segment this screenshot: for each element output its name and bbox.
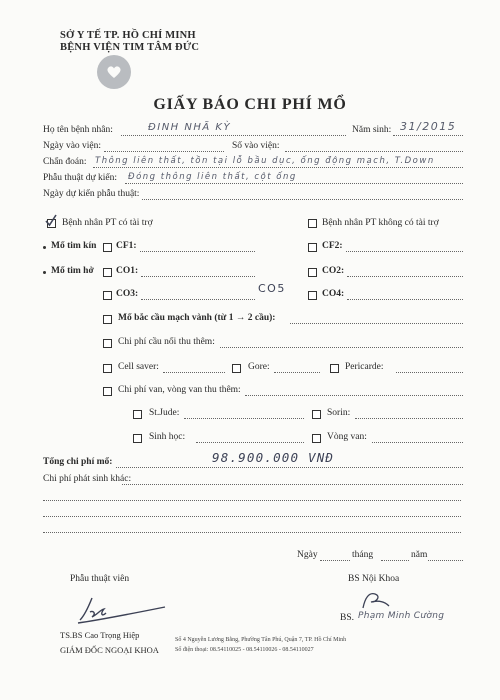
sorin-line [355,418,463,419]
closed-heart-label: Mổ tim kín [51,241,97,251]
cf1-line [140,251,255,252]
total-cost-label: Tổng chi phí mổ: [43,457,113,467]
cardiologist-name: Phạm Minh Cường [358,611,445,621]
planned-surgery-label: Phẫu thuật dự kiến: [43,173,118,183]
planned-surgery-value: Đóng thông liên thất, cột ống [128,172,297,182]
hospital-phone: Số điện thoại: 08.54110025 - 08.54110026 - 08.54110027 [175,647,314,653]
co1-line [141,276,255,277]
not-sponsored-label: Bệnh nhân PT không có tài trợ [322,218,439,228]
other-costs-line [122,484,463,485]
co1-checkbox[interactable] [103,268,112,277]
co4-label: CO4: [322,289,345,299]
cf2-label: CF2: [322,241,343,251]
cell-saver-line [163,372,225,373]
sorin-label: Sorin: [327,408,351,418]
date-month-line [381,560,409,561]
st-jude-checkbox[interactable] [133,410,142,419]
surgeon-position: GIÁM ĐỐC NGOẠI KHOA [60,645,159,655]
total-cost-line [116,467,463,468]
not-sponsored-checkbox[interactable] [308,219,317,228]
blank-line [43,516,461,517]
selected-code-handwritten: CO5 [258,282,286,295]
planned-surgery-line [125,183,463,184]
cabg-label: Mổ bắc cầu mạch vành (từ 1 → 2 cầu): [118,313,276,323]
open-heart-label: Mổ tim hở [51,266,94,276]
form-title: GIẤY BÁO CHI PHÍ MỔ [153,96,347,113]
bullet-icon [43,271,46,274]
pericarde-checkbox[interactable] [330,364,339,373]
admission-date-line [104,151,224,152]
date-year-line [428,560,463,561]
patient-name-line [121,135,346,136]
blank-line [43,532,461,533]
hospital-heart-logo [97,55,131,89]
planned-date-line [142,199,463,200]
co4-line [347,299,463,300]
bio-valve-checkbox[interactable] [133,434,142,443]
cf1-checkbox[interactable] [103,243,112,252]
date-day-line [320,560,350,561]
co2-label: CO2: [322,266,345,276]
bio-valve-line [196,442,304,443]
gore-checkbox[interactable] [232,364,241,373]
birth-year-value: 31/2015 [400,120,457,133]
gore-label: Gore: [248,362,270,372]
diagnosis-label: Chẩn đoán: [43,157,87,167]
bio-valve-label: Sinh học: [149,432,186,442]
cf2-line [346,251,463,252]
surgeon-signature [70,590,170,625]
co1-label: CO1: [116,266,139,276]
st-jude-line [184,418,304,419]
patient-name-label: Họ tên bệnh nhân: [43,125,113,135]
graft-cost-checkbox[interactable] [103,339,112,348]
hospital-address: Số 4 Nguyễn Lương Bằng, Phường Tân Phú, Quận 7, TP. Hồ Chí Minh [175,637,347,643]
co3-checkbox[interactable] [103,291,112,300]
diagnosis-value: Thông liên thất, tồn tại lỗ bầu dục, ống động mạch, T.Down [95,156,435,166]
total-cost-value: 98.900.000 VNĐ [212,450,335,465]
cell-saver-label: Cell saver: [118,362,159,372]
planned-date-label: Ngày dự kiến phẫu thuật: [43,189,140,199]
gore-line [274,372,320,373]
cf2-checkbox[interactable] [308,243,317,252]
sponsored-label: Bệnh nhân PT có tài trợ [62,218,153,228]
co2-checkbox[interactable] [308,268,317,277]
surgeon-name: TS.BS Cao Trọng Hiệp [60,630,140,640]
co2-line [347,276,463,277]
admission-number-line [285,151,463,152]
valve-cost-checkbox[interactable] [103,387,112,396]
surgeon-title: Phẫu thuật viên [70,574,130,584]
valve-ring-label: Vòng van: [327,432,367,442]
sorin-checkbox[interactable] [312,410,321,419]
admission-date-label: Ngày vào viện: [43,141,102,151]
birth-year-label: Năm sinh: [352,125,392,135]
date-year-label: năm [411,550,428,560]
cardiologist-title: BS Nội Khoa [348,574,400,584]
graft-cost-label: Chi phí cầu nối thu thêm: [118,337,215,347]
st-jude-label: St.Jude: [149,408,180,418]
department-name: SỞ Y TẾ TP. HỒ CHÍ MINH [60,30,196,41]
valve-cost-label: Chi phí van, vòng van thu thêm: [118,385,241,395]
date-month-label: tháng [352,550,374,560]
cabg-checkbox[interactable] [103,315,112,324]
admission-number-label: Số vào viện: [232,141,280,151]
cabg-line [290,323,463,324]
pericarde-line [396,372,463,373]
valve-cost-line [245,395,463,396]
co3-line [141,299,255,300]
check-mark-icon [44,214,58,228]
graft-cost-line [220,347,463,348]
date-day-label: Ngày [297,550,318,560]
cf1-label: CF1: [116,241,137,251]
valve-ring-checkbox[interactable] [312,434,321,443]
cell-saver-checkbox[interactable] [103,364,112,373]
blank-line [43,500,461,501]
bullet-icon [43,246,46,249]
pericarde-label: Pericarde: [345,362,384,372]
co4-checkbox[interactable] [308,291,317,300]
valve-ring-line [372,442,463,443]
diagnosis-line [93,167,463,168]
cardiologist-name-prefix: BS. [340,613,354,623]
other-costs-label: Chi phí phát sinh khác: [43,474,132,484]
hospital-name: BỆNH VIỆN TIM TÂM ĐỨC [60,42,200,53]
birth-year-line [393,135,463,136]
co3-label: CO3: [116,289,139,299]
cardiologist-signature [355,588,395,612]
patient-name-value: ĐINH NHÃ KỲ [148,122,232,133]
